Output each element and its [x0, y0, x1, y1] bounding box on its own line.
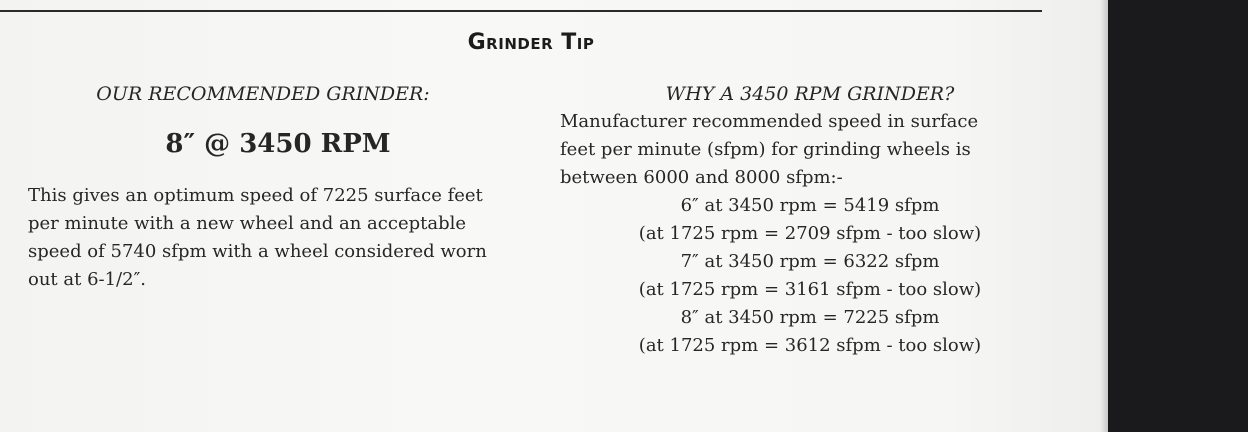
paragraph-line: speed of 5740 sfpm with a wheel considered worn: [28, 241, 487, 262]
left-column: [28, 80, 540, 294]
speed-line: 8″ at 3450 rpm = 7225 sfpm: [680, 307, 940, 328]
recommended-grinder-paragraph: [28, 182, 536, 294]
intro-line: Manufacturer recommended speed in surface: [560, 111, 979, 132]
speed-line: (at 1725 rpm = 2709 sfpm - too slow): [638, 223, 982, 244]
speed-line: (at 1725 rpm = 3612 sfpm - too slow): [638, 335, 982, 356]
speed-line: 6″ at 3450 rpm = 5419 sfpm: [680, 195, 940, 216]
speed-line: (at 1725 rpm = 3161 sfpm - too slow): [638, 279, 982, 300]
section-heading: Grinder Tip: [467, 30, 595, 55]
recommended-grinder-subhead: OUR RECOMMENDED GRINDER:: [96, 83, 430, 105]
paragraph-line: This gives an optimum speed of 7225 surface feet: [28, 185, 483, 206]
intro-line: feet per minute (sfpm) for grinding wheels is: [560, 139, 971, 160]
recommended-grinder-spec: 8″ @ 3450 RPM: [165, 129, 391, 159]
page-edge-shadow: [1100, 0, 1108, 432]
intro-line: between 6000 and 8000 sfpm:-: [560, 167, 843, 188]
speed-line: 7″ at 3450 rpm = 6322 sfpm: [680, 251, 940, 272]
why-grinder-subhead: WHY A 3450 RPM GRINDER?: [665, 83, 955, 105]
right-column: [560, 80, 1050, 360]
top-rule: [0, 10, 1042, 12]
paragraph-line: out at 6-1/2″.: [28, 269, 147, 290]
paragraph-line: per minute with a new wheel and an acceptable: [28, 213, 467, 234]
